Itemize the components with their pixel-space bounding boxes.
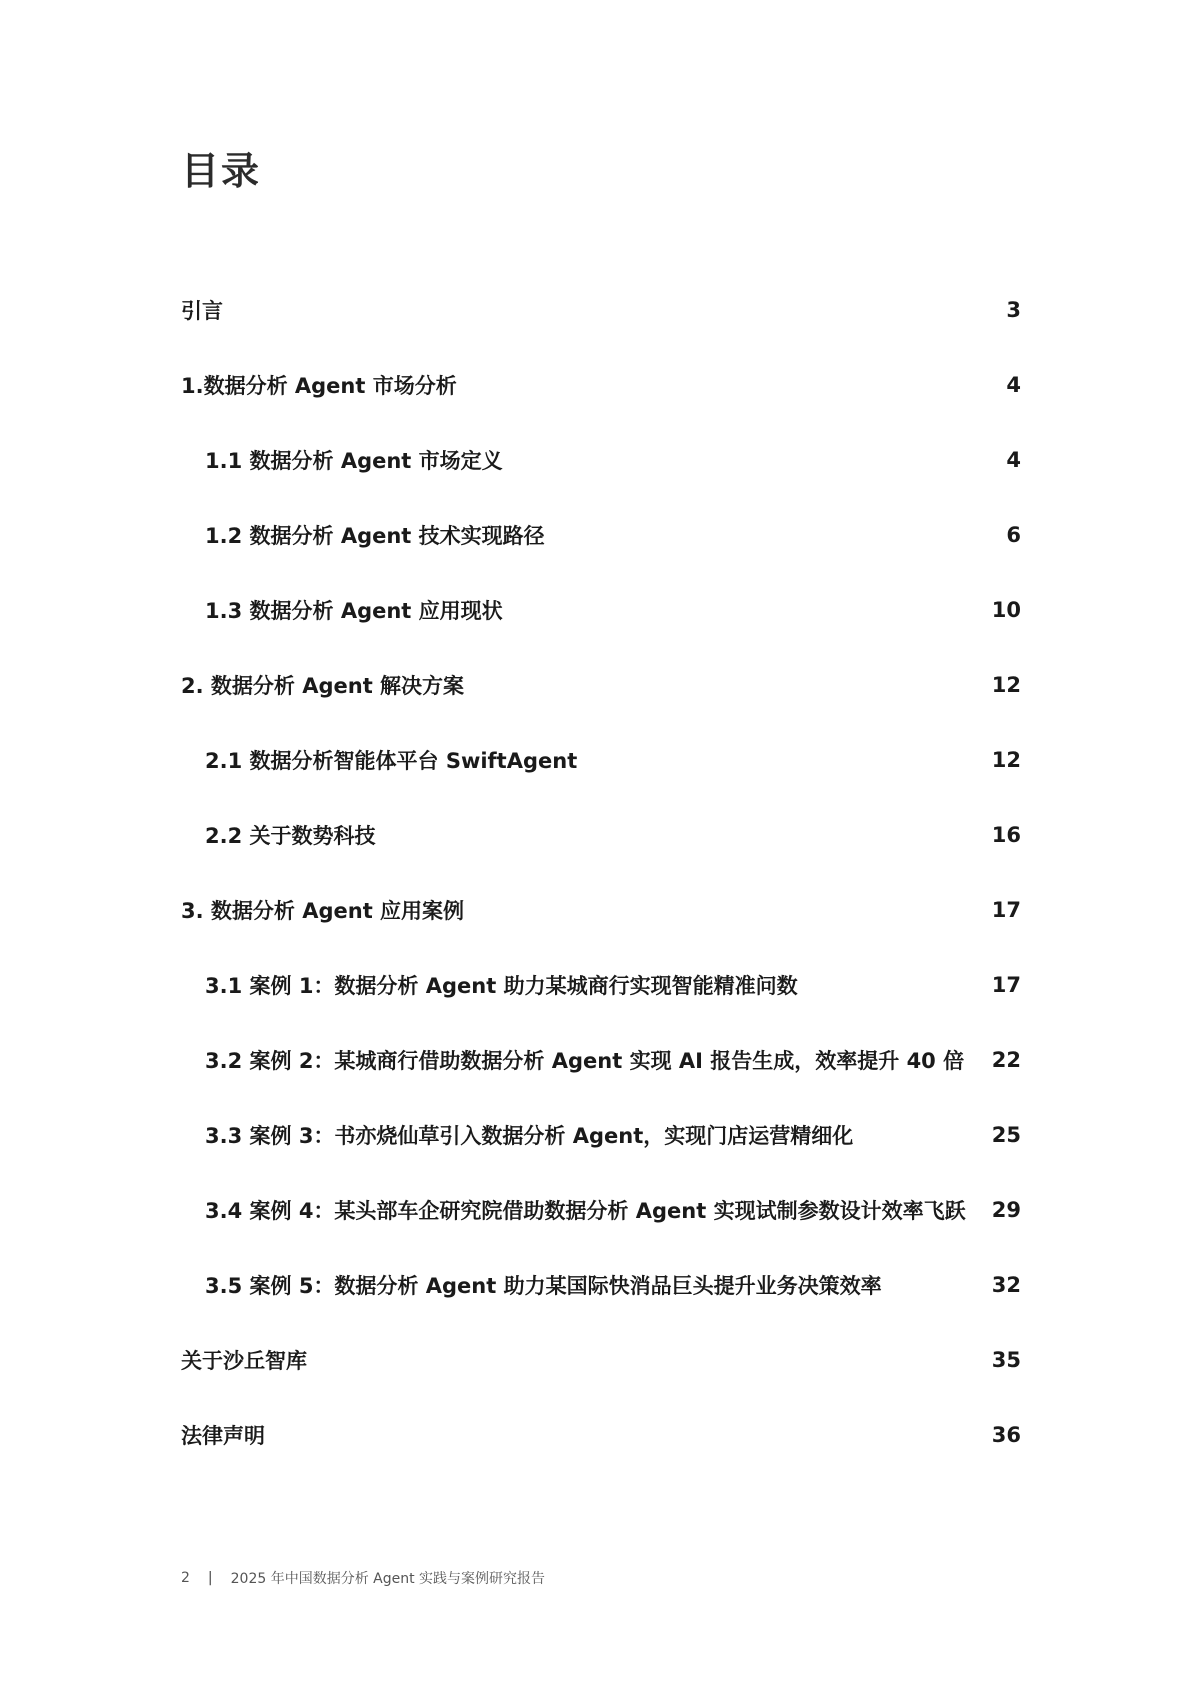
toc-entry-label: 1.3 数据分析 Agent 应用现状 bbox=[205, 599, 503, 623]
toc-entry-label: 1.数据分析 Agent 市场分析 bbox=[181, 374, 457, 398]
toc-entry-section-3[interactable] bbox=[181, 893, 1021, 927]
toc-entry-section-1[interactable] bbox=[181, 368, 1021, 402]
toc-entry-page: 22 bbox=[991, 1048, 1021, 1072]
toc-entry-page: 3 bbox=[1006, 298, 1021, 322]
toc-entry-page: 17 bbox=[991, 973, 1021, 997]
toc-entry-page: 17 bbox=[991, 898, 1021, 922]
toc-entry-page: 29 bbox=[991, 1198, 1021, 1222]
toc-entry-label: 3.4 案例 4：某头部车企研究院借助数据分析 Agent 实现试制参数设计效率飞跃 bbox=[205, 1199, 966, 1223]
toc-entry-label: 3.3 案例 3：书亦烧仙草引入数据分析 Agent，实现门店运营精细化 bbox=[205, 1124, 854, 1148]
footer-page-number: 2 bbox=[181, 1570, 190, 1586]
toc-entry-page: 10 bbox=[991, 598, 1021, 622]
toc-entry-label: 2.1 数据分析智能体平台 SwiftAgent bbox=[205, 749, 578, 773]
footer-separator: | bbox=[207, 1570, 213, 1586]
toc-entry-section-1-1[interactable] bbox=[205, 443, 1021, 477]
toc-entry-about-shaqiu[interactable] bbox=[181, 1343, 1021, 1377]
toc-entry-page: 25 bbox=[991, 1123, 1021, 1147]
toc-entry-page: 36 bbox=[991, 1423, 1021, 1447]
page-title: 目录 bbox=[181, 149, 262, 193]
toc-entry-section-2[interactable] bbox=[181, 668, 1021, 702]
toc-entry-label: 2. 数据分析 Agent 解决方案 bbox=[181, 674, 465, 698]
toc-entry-page: 12 bbox=[991, 748, 1021, 772]
toc-entry-page: 12 bbox=[991, 673, 1021, 697]
toc-entry-legal-notice[interactable] bbox=[181, 1418, 1021, 1452]
toc-entry-section-1-2[interactable] bbox=[205, 518, 1021, 552]
toc-entry-section-1-3[interactable] bbox=[205, 593, 1021, 627]
toc-entry-page: 6 bbox=[1006, 523, 1021, 547]
toc-entry-page: 4 bbox=[1006, 373, 1021, 397]
toc-entry-section-3-5[interactable] bbox=[205, 1268, 1021, 1302]
footer-report-title: 2025 年中国数据分析 Agent 实践与案例研究报告 bbox=[230, 1571, 546, 1587]
toc-entry-label: 1.2 数据分析 Agent 技术实现路径 bbox=[205, 524, 545, 548]
toc-entry-label: 3.5 案例 5：数据分析 Agent 助力某国际快消品巨头提升业务决策效率 bbox=[205, 1274, 882, 1298]
toc-entry-label: 引言 bbox=[181, 299, 223, 323]
toc-entry-label: 3.2 案例 2：某城商行借助数据分析 Agent 实现 AI 报告生成，效率提升 40 倍 bbox=[205, 1049, 965, 1073]
toc-entry-label: 关于沙丘智库 bbox=[181, 1349, 307, 1373]
toc-entry-label: 3.1 案例 1：数据分析 Agent 助力某城商行实现智能精准问数 bbox=[205, 974, 798, 998]
toc-entry-introduction[interactable] bbox=[181, 293, 1021, 327]
toc-entry-section-3-3[interactable] bbox=[205, 1118, 1021, 1152]
toc-entry-page: 35 bbox=[991, 1348, 1021, 1372]
toc-entry-section-2-2[interactable] bbox=[205, 818, 1021, 852]
toc-entry-label: 1.1 数据分析 Agent 市场定义 bbox=[205, 449, 503, 473]
toc-entry-label: 3. 数据分析 Agent 应用案例 bbox=[181, 899, 465, 923]
toc-entry-label: 法律声明 bbox=[181, 1424, 265, 1448]
toc-entry-section-3-1[interactable] bbox=[205, 968, 1021, 1002]
toc-entry-section-3-4[interactable] bbox=[205, 1193, 1021, 1227]
toc-entry-label: 2.2 关于数势科技 bbox=[205, 824, 376, 848]
toc-entry-page: 4 bbox=[1006, 448, 1021, 472]
toc-entry-section-2-1[interactable] bbox=[205, 743, 1021, 777]
page-footer bbox=[181, 1568, 545, 1588]
toc-entry-page: 16 bbox=[991, 823, 1021, 847]
toc-entry-page: 32 bbox=[991, 1273, 1021, 1297]
toc-entry-section-3-2[interactable] bbox=[205, 1043, 1021, 1077]
